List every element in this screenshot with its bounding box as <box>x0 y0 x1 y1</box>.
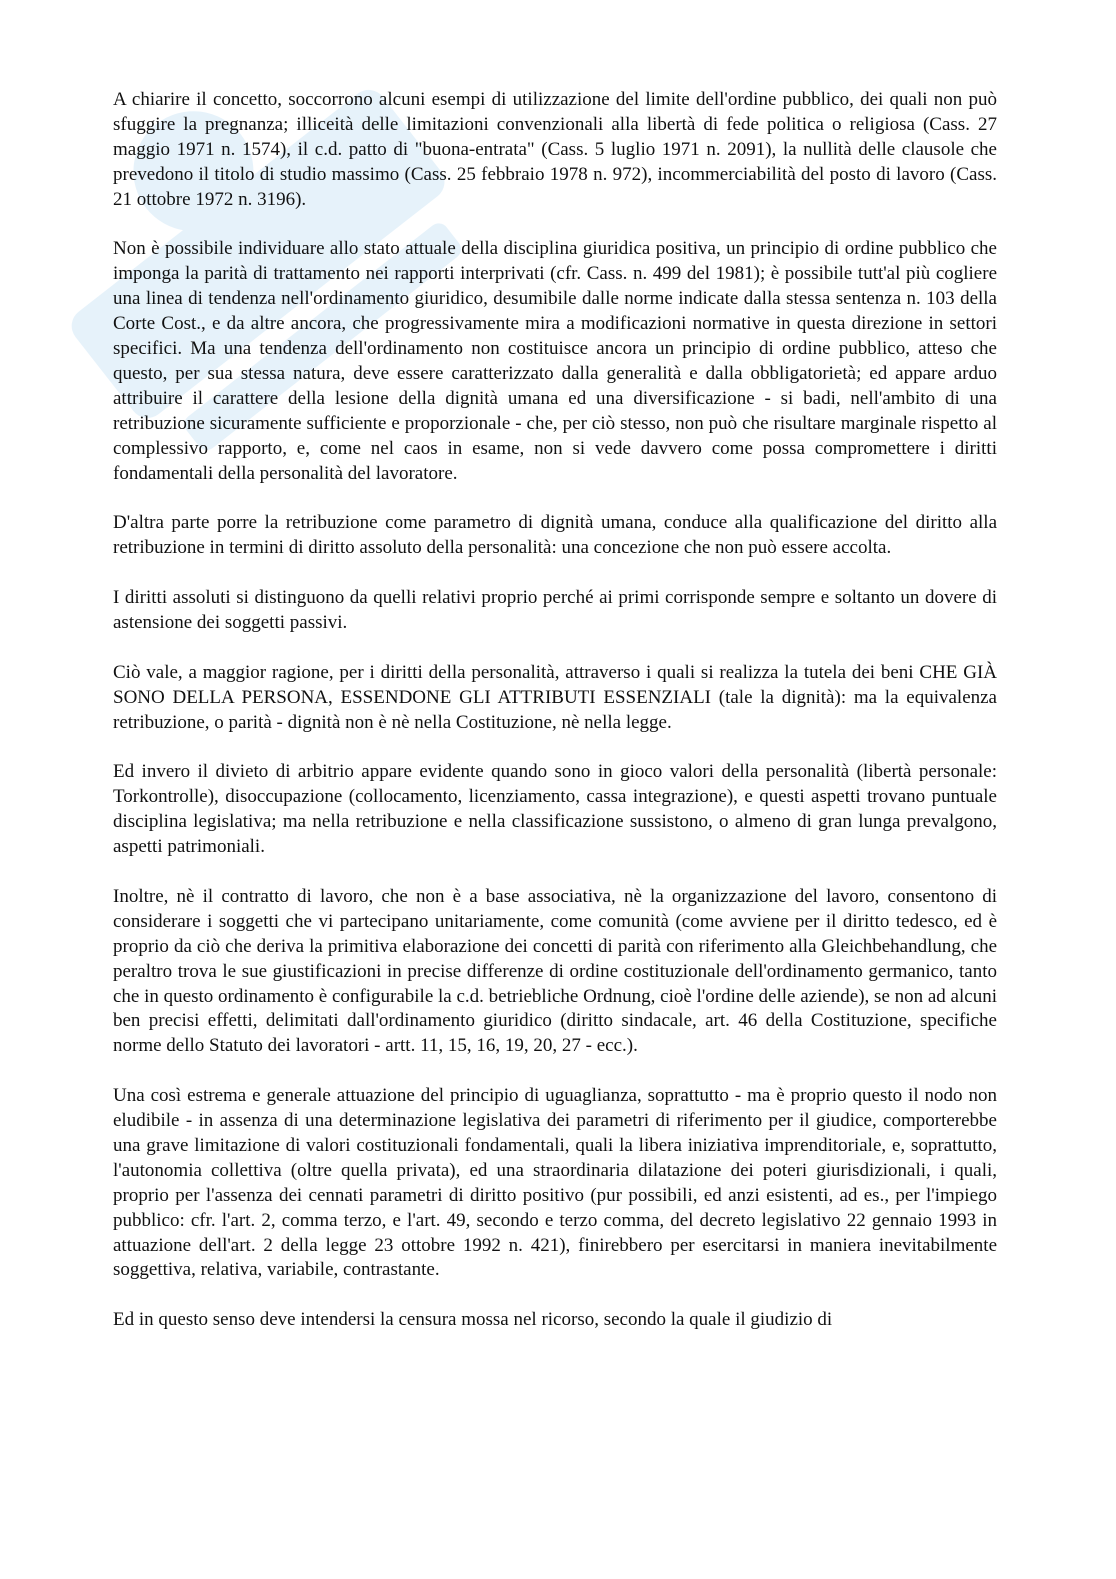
paragraph-5: Ciò vale, a maggior ragione, per i diritti della personalità, attraverso i quali si realizza la tutela dei beni CHE GIÀ SONO DELLA PERSONA, ESSENDONE GLI ATTRIBUTI ESSENZIALI (tale la dignità): ma la equivalenza retribuzione, o parità - dignità non è nè nella Costituzione, nè nella legge. <box>113 661 997 733</box>
paragraph-1: A chiarire il concetto, soccorrono alcuni esempi di utilizzazione del limite dell'ordine pubblico, dei quali non può sfuggire la pregnanza; illiceità delle limitazioni convenzionali alla libertà di fede politica o religiosa (Cass. 27 maggio 1971 n. 1574), il c.d. patto di "buona-entrata" (Cass. 5 luglio 1971 n. 2091), la nullità delle clausole che prevedono il titolo di studio massimo (Cass. 25 febbraio 1978 n. 972), incommerciabilità del posto di lavoro (Cass. 21 ottobre 1972 n. 3196). <box>113 89 997 210</box>
paragraph-4: I diritti assoluti si distinguono da quelli relativi proprio perché ai primi corrisponde sempre e soltanto un dovere di astensione dei soggetti passivi. <box>113 587 997 633</box>
paragraph-7: Inoltre, nè il contratto di lavoro, che non è a base associativa, nè la organizzazione del lavoro, consentono di considerare i soggetti che vi partecipano unitariamente, come comunità (come avviene per il diritto tedesco, ed è proprio da ciò che deriva la primitiva elaborazione dei concetti di parità con riferimento alla Gleichbehandlung, che peraltro trova le sue giustificazioni in precise differenze di ordine costituzionale dell'ordinamento germanico, tanto che in questo ordinamento è configurabile la c.d. betriebliche Ordnung, cioè l'ordine delle aziende), se non ad alcuni ben precisi effetti, delimitati dall'ordinamento giuridico (diritto sindacale, art. 46 della Costituzione, specifiche norme dello Statuto dei lavoratori - artt. 11, 15, 16, 19, 20, 27 - ecc.). <box>113 885 997 1057</box>
document-page <box>113 88 997 1333</box>
paragraph-9: Ed in questo senso deve intendersi la censura mossa nel ricorso, secondo la quale il giudizio di <box>113 1309 833 1331</box>
paragraph-8: Una così estrema e generale attuazione del principio di uguaglianza, soprattutto - ma è proprio questo il nodo non eludibile - in assenza di una determinazione legislativa dei parametri di riferimento per il giudice, comporterebbe una grave limitazione di valori costituzionali fondamentali, quali la libera iniziativa imprenditoriale, e, soprattutto, l'autonomia collettiva (oltre quella privata), ed una straordinaria dilatazione dei poteri giurisdizionali, i quali, proprio per l'assenza dei cennati parametri di diritto positivo (pur possibili, ed anzi esistenti, ad es., per l'impiego pubblico: cfr. l'art. 2, comma terzo, e l'art. 49, secondo e terzo comma, del decreto legislativo 22 gennaio 1993 in attuazione dell'art. 2 della legge 23 ottobre 1992 n. 421), finirebbero per esercitarsi in maniera inevitabilmente soggettiva, relativa, variabile, contrastante. <box>113 1085 997 1281</box>
paragraph-2: Non è possibile individuare allo stato attuale della disciplina giuridica positiva, un principio di ordine pubblico che imponga la parità di trattamento nei rapporti interprivati (cfr. Cass. n. 499 del 1981); è possibile tutt'al più cogliere una linea di tendenza nell'ordinamento giuridico, desumibile dalle norme indicate dalla stessa sentenza n. 103 della Corte Cost., e da altre ancora, che progressivamente mira a modificazioni normative in questa direzione in settori specifici. Ma una tendenza dell'ordinamento non costituisce ancora un principio di ordine pubblico, atteso che questo, per sua stessa natura, deve essere caratterizzato dalla generalità e dalla obbligatorietà; ed appare arduo attribuire il carattere della lesione della dignità umana ed una diversificazione - si badi, nell'ambito di una retribuzione sicuramente sufficiente e proporzionale - che, per ciò stesso, non può che risultare marginale rispetto al complessivo rapporto, e, come nel caos in esame, non si vede davvero come possa compromettere i diritti fondamentali della personalità del lavoratore. <box>113 238 997 484</box>
paragraph-6: Ed invero il divieto di arbitrio appare evidente quando sono in gioco valori della personalità (libertà personale: Torkontrolle), disoccupazione (collocamento, licenziamento, cassa integrazione), e questi aspetti trovano puntuale disciplina legislativa; ma nella retribuzione e nella classificazione sussistono, o almeno di gran lunga prevalgono, aspetti patrimoniali. <box>113 761 997 858</box>
paragraph-3: D'altra parte porre la retribuzione come parametro di dignità umana, conduce alla qualificazione del diritto alla retribuzione in termini di diritto assoluto della personalità: una concezione che non può essere accolta. <box>113 512 997 559</box>
